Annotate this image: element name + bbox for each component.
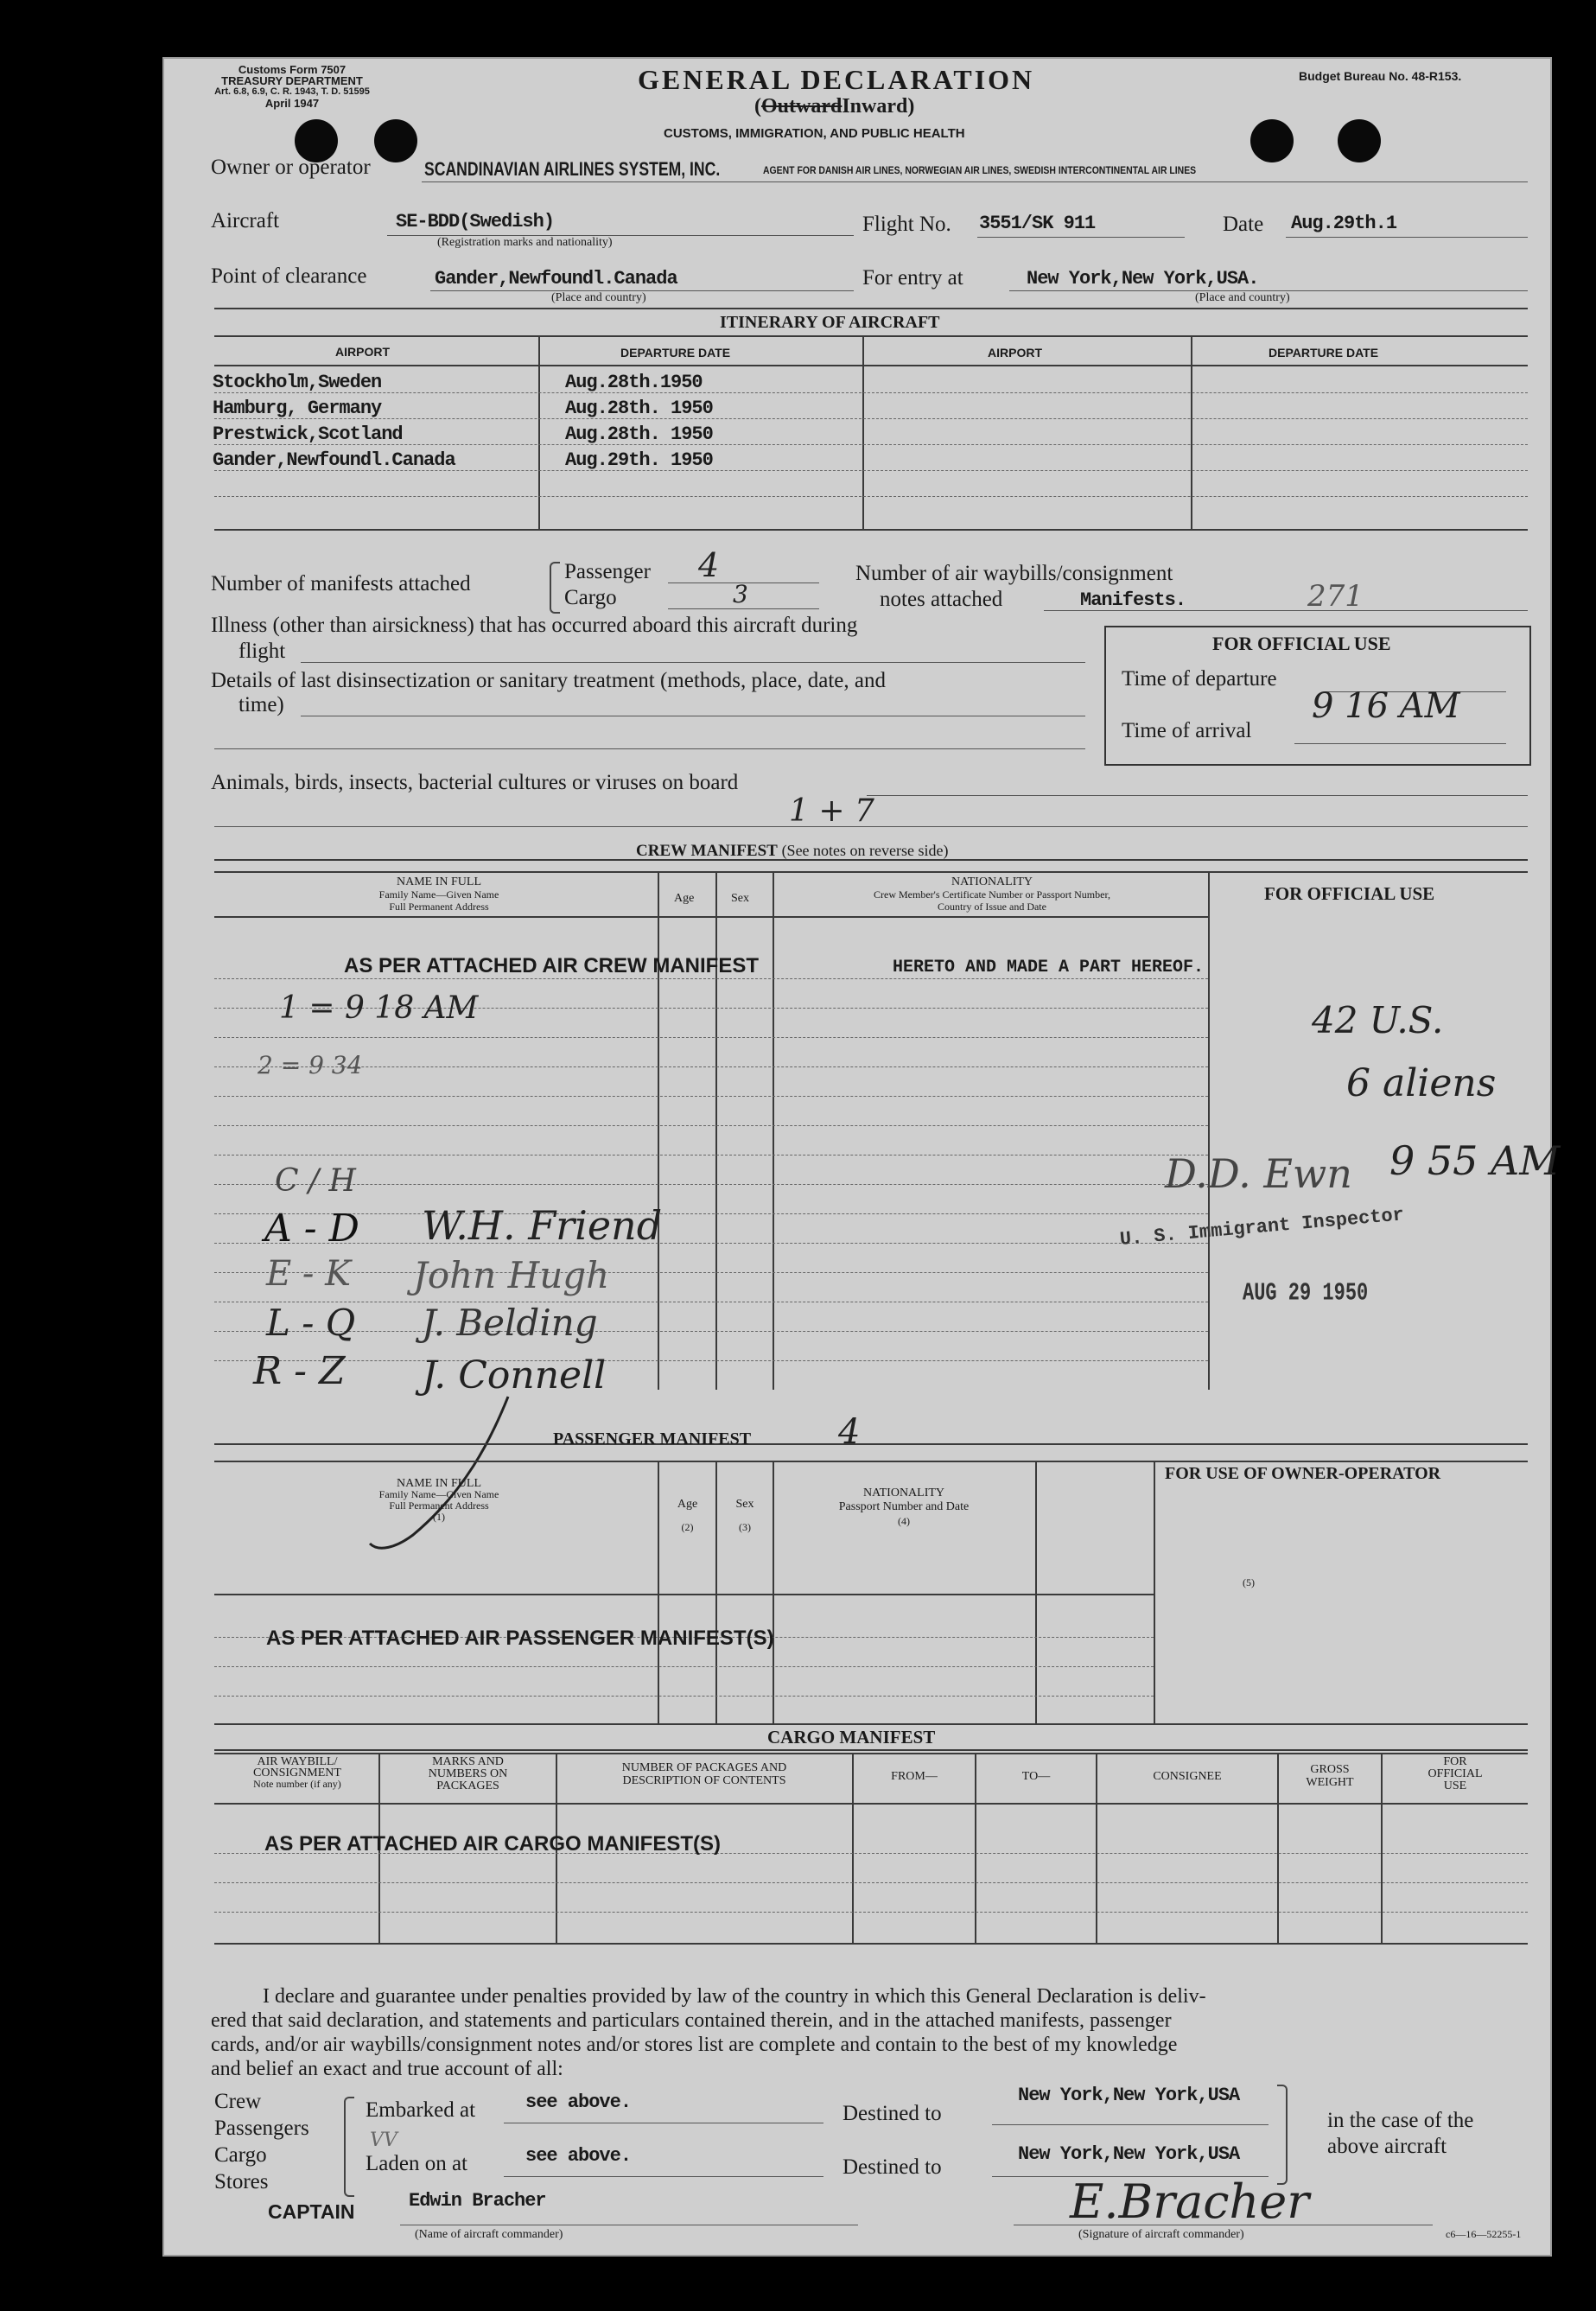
declaration-line: ered that said declaration, and statements and particulars contained therein, and in the attached manifests, passenger: [211, 2009, 1172, 2032]
aircraft-label: Aircraft: [211, 209, 280, 232]
passenger-header-nationality: [774, 1487, 1033, 1528]
cargo-header-waybill: [216, 1756, 378, 1790]
cargo-header-packages-2: DESCRIPTION OF CONTENTS: [622, 1774, 786, 1787]
captain-signature: E.Bracher: [1070, 2174, 1310, 2229]
declaration-hand-mark: VV: [370, 2130, 397, 2151]
crew-hand-note: 1 = 9 18 AM: [279, 990, 479, 1026]
entry-caption: (Place and country): [1195, 291, 1290, 304]
printer-mark: c6—16—52255-1: [1446, 2228, 1522, 2240]
crew-hand-note: 2 = 9 34: [258, 1051, 363, 1079]
operator-label: Owner or operator: [211, 156, 371, 179]
clearance-label: Point of clearance: [211, 264, 367, 288]
case-label-2: above aircraft: [1327, 2135, 1447, 2158]
entry-value: New York,New York,USA.: [1027, 268, 1259, 290]
clearance-caption: (Place and country): [551, 291, 646, 304]
department: TREASURY DEPARTMENT: [221, 74, 363, 87]
arrival-time-label: Time of arrival: [1122, 719, 1252, 742]
crew-header-name-2: Family Name—Given Name: [378, 888, 499, 901]
crew-header-sex: Sex: [731, 892, 749, 905]
passenger-count: 4: [698, 546, 720, 584]
flight-value: 3551/SK 911: [979, 213, 1096, 234]
destined-value-1: New York,New York,USA: [1018, 2085, 1240, 2106]
date-value: Aug.29th.1: [1291, 213, 1397, 234]
captain-name: Edwin Bracher: [409, 2190, 546, 2212]
declaration-text: [211, 1984, 1531, 2081]
crew-hand-note: R - Z: [253, 1349, 346, 1393]
itinerary-row: Hamburg, Germany: [213, 398, 382, 419]
direction-struck: Outward: [761, 95, 843, 118]
crew-signature: J. Belding: [422, 1302, 598, 1344]
animals-label: Animals, birds, insects, bacterial cultures or viruses on board: [211, 771, 739, 794]
crew-signature: W.H. Friend: [422, 1202, 663, 1249]
disinsect-label-2: time): [238, 693, 284, 716]
cargo-header-waybill-2: CONSIGNMENT: [253, 1767, 341, 1779]
page-title: GENERAL DECLARATION: [638, 64, 1035, 95]
illness-label: Illness (other than airsickness) that has occurred aboard this aircraft during: [211, 614, 858, 637]
itinerary-header-date-2: DEPARTURE DATE: [1269, 346, 1379, 360]
cargo-label: Cargo: [564, 586, 617, 609]
aircraft-caption: (Registration marks and nationality): [437, 236, 613, 249]
official-hand-note: 6 aliens: [1346, 1061, 1497, 1105]
date-label: Date: [1223, 213, 1264, 236]
disinsect-label: Details of last disinsectization or sanitary treatment (methods, place, date, and: [211, 669, 886, 692]
passenger-header-age-2: (2): [681, 1521, 694, 1533]
manifests-label: Number of manifests attached: [211, 572, 471, 595]
passenger-title: PASSENGER MANIFEST: [553, 1429, 752, 1448]
direction-line: (OutwardInward): [754, 95, 915, 118]
declaration-line: I declare and guarantee under penalties provided by law of the country in which this General Declaration is deliv-: [263, 1985, 1206, 2008]
official-hand-note: D.D. Ewn: [1165, 1150, 1352, 1197]
itinerary-row: Aug.29th. 1950: [565, 449, 713, 471]
budget-bureau: Budget Bureau No. 48-R153.: [1299, 69, 1462, 83]
crew-header-name-1: NAME IN FULL: [397, 875, 481, 888]
crew-hand-note: A - D: [264, 1206, 359, 1251]
cargo-header-weight: [1279, 1763, 1381, 1789]
cargo-header-weight-1: GROSS: [1310, 1763, 1350, 1776]
itinerary-row: Aug.28th. 1950: [565, 398, 713, 419]
direction: Inward: [842, 95, 908, 118]
cargo-header-marks-3: PACKAGES: [436, 1779, 499, 1792]
declaration-item: Stores: [214, 2170, 269, 2193]
passenger-header-col5: (5): [1243, 1576, 1255, 1588]
clearance-value: Gander,Newfoundl.Canada: [435, 268, 677, 290]
passenger-header-nat-3: (4): [898, 1515, 910, 1527]
cargo-header-from: [854, 1770, 975, 1784]
crew-attached-note: AS PER ATTACHED AIR CREW MANIFEST: [344, 954, 759, 977]
destined-label-1: Destined to: [843, 2102, 942, 2125]
operator-agent: AGENT FOR DANISH AIR LINES, NORWEGIAN AIR LINES, SWEDISH INTERCONTINENTAL AIR LINES: [763, 164, 1197, 176]
passenger-label: Passenger: [564, 560, 651, 583]
flight-label: Flight No.: [862, 213, 951, 236]
crew-note: (See notes on reverse side): [781, 842, 949, 859]
cargo-header-consignee: [1097, 1770, 1277, 1784]
crew-header-nationality: [776, 876, 1208, 913]
crew-header-age: Age: [674, 892, 695, 905]
destined-label-2: Destined to: [843, 2155, 942, 2179]
crew-signature: J. Connell: [422, 1353, 607, 1397]
cargo-attached-note: AS PER ATTACHED AIR CARGO MANIFEST(S): [264, 1832, 721, 1856]
crew-header-nat-2: Crew Member's Certificate Number or Passport Number,: [874, 888, 1110, 901]
crew-header-official: FOR OFFICIAL USE: [1264, 883, 1435, 904]
crew-header-name-3: Full Permanent Address: [389, 901, 489, 913]
departure-time-label: Time of departure: [1122, 667, 1277, 691]
passenger-title-count: 4: [838, 1412, 861, 1452]
crew-signature: John Hugh: [413, 1254, 610, 1296]
aircraft-value: SE-BDD(Swedish): [396, 211, 555, 232]
cargo-header-consignee-1: CONSIGNEE: [1153, 1770, 1222, 1783]
passenger-attached-note: AS PER ATTACHED AIR PASSENGER MANIFEST(S): [266, 1627, 774, 1650]
passenger-header-name: [232, 1478, 646, 1523]
cargo-title: CARGO MANIFEST: [767, 1727, 936, 1748]
waybills-label-2: notes attached: [880, 588, 1003, 611]
declaration-item: Cargo: [214, 2143, 267, 2167]
declaration-line: cards, and/or air waybills/consignment notes and/or stores list are complete and contain to the best of my knowledge: [211, 2034, 1178, 2056]
case-label-1: in the case of the: [1327, 2109, 1474, 2132]
cargo-header-packages-1: NUMBER OF PACKAGES AND: [621, 1761, 787, 1774]
declaration-line: and belief an exact and true account of all:: [211, 2058, 563, 2080]
form-number: Customs Form 7507: [238, 63, 347, 76]
animals-hand: 1 + 7: [789, 793, 874, 829]
itinerary-row: Aug.28th.1950: [565, 372, 703, 393]
immigrant-stamp: U. S. Immigrant Inspector: [1118, 1204, 1405, 1251]
cargo-header-waybill-1: AIR WAYBILL/: [257, 1755, 338, 1768]
punch-hole: [1250, 119, 1294, 162]
cargo-header-official-2: OFFICIAL: [1427, 1767, 1483, 1780]
operator-value: SCANDINAVIAN AIRLINES SYSTEM, INC.: [424, 158, 721, 180]
itinerary-row: Gander,Newfoundl.Canada: [213, 449, 455, 471]
punch-hole: [1338, 119, 1381, 162]
cargo-header-official-3: USE: [1443, 1779, 1467, 1792]
declaration-item: Passengers: [214, 2117, 309, 2140]
official-hand-note: 9 55 AM: [1389, 1137, 1561, 1184]
form-id-block: [206, 64, 378, 109]
passenger-header-name-3: Full Permanent Address: [389, 1499, 489, 1512]
cargo-header-to: [976, 1770, 1096, 1784]
cargo-header-marks-1: MARKS AND: [432, 1755, 504, 1768]
captain-signature-caption: (Signature of aircraft commander): [1078, 2228, 1244, 2241]
cargo-header-waybill-3: Note number (if any): [253, 1778, 341, 1790]
captain-label: CAPTAIN: [268, 2200, 355, 2223]
waybills-value: Manifests.: [1080, 589, 1186, 611]
passenger-header-name-4: (1): [433, 1511, 445, 1523]
laden-value: see above.: [525, 2145, 632, 2167]
crew-hand-note: E - K: [266, 1254, 352, 1294]
crew-header-name: [232, 876, 646, 913]
punch-hole: [374, 119, 417, 162]
captain-name-caption: (Name of aircraft commander): [415, 2228, 563, 2241]
official-use-title: FOR OFFICIAL USE: [1212, 633, 1391, 654]
crew-header-nat-1: NATIONALITY: [951, 875, 1033, 888]
immigrant-stamp-date: AUG 29 1950: [1243, 1279, 1369, 1308]
laden-label: Laden on at: [366, 2152, 468, 2175]
passenger-header-sex-2: (3): [739, 1521, 751, 1533]
passenger-header-nat-1: NATIONALITY: [862, 1487, 945, 1499]
passenger-header-age: [659, 1493, 715, 1538]
entry-label: For entry at: [862, 266, 963, 290]
crew-attached-suffix: HERETO AND MADE A PART HEREOF.: [893, 958, 1205, 977]
crew-title-text: CREW MANIFEST: [636, 842, 778, 860]
itinerary-row: Aug.28th. 1950: [565, 423, 713, 445]
embarked-value: see above.: [525, 2091, 632, 2113]
waybills-count: 271: [1307, 579, 1364, 614]
crew-title: [636, 842, 949, 861]
passenger-header-owner: FOR USE OF OWNER-OPERATOR: [1165, 1464, 1441, 1483]
crew-header-nat-3: Country of Issue and Date: [938, 901, 1046, 913]
itinerary-header-airport: AIRPORT: [335, 345, 390, 359]
official-hand-note: 42 U.S.: [1312, 999, 1444, 1041]
cargo-header-weight-2: WEIGHT: [1306, 1776, 1354, 1789]
cargo-header-official-1: FOR: [1443, 1755, 1467, 1768]
cargo-header-from-1: FROM—: [891, 1770, 938, 1783]
passenger-header-sex: [717, 1493, 773, 1538]
passenger-header-name-2: Family Name—Given Name: [378, 1488, 499, 1500]
waybills-label: Number of air waybills/consignment: [855, 562, 1173, 585]
declaration-items: [214, 2088, 309, 2195]
regulation-ref: Art. 6.8, 6.9, C. R. 1943, T. D. 51595: [214, 86, 370, 97]
illness-label-2: flight: [238, 640, 286, 663]
itinerary-row: Stockholm,Sweden: [213, 372, 382, 393]
passenger-header-sex-1: Sex: [735, 1498, 754, 1511]
page-subtitle: CUSTOMS, IMMIGRATION, AND PUBLIC HEALTH: [664, 126, 965, 141]
passenger-header-nat-2: Passport Number and Date: [838, 1500, 970, 1513]
arrival-time-value: 9 16 AM: [1312, 686, 1460, 726]
embarked-label: Embarked at: [366, 2098, 476, 2122]
declaration-form: [162, 57, 1561, 2257]
cargo-header-official: [1383, 1756, 1528, 1792]
cargo-header-marks-2: NUMBERS ON: [428, 1767, 508, 1780]
itinerary-header-airport-2: AIRPORT: [988, 346, 1042, 360]
passenger-header-name-1: NAME IN FULL: [397, 1477, 481, 1490]
cargo-count: 3: [733, 580, 748, 608]
form-date: April 1947: [264, 97, 320, 110]
crew-hand-note: C / H: [275, 1163, 356, 1199]
itinerary-header-date: DEPARTURE DATE: [620, 346, 731, 360]
passenger-header-age-1: Age: [677, 1498, 698, 1511]
itinerary-title: ITINERARY OF AIRCRAFT: [720, 313, 940, 332]
cargo-header-marks: [380, 1756, 556, 1792]
itinerary-row: Prestwick,Scotland: [213, 423, 403, 445]
destined-value-2: New York,New York,USA: [1018, 2143, 1240, 2165]
crew-hand-note: L - Q: [266, 1302, 356, 1344]
cargo-header-to-1: TO—: [1021, 1770, 1051, 1783]
declaration-item: Crew: [214, 2090, 262, 2113]
cargo-header-packages: [557, 1761, 851, 1787]
signature-flourish: [335, 1388, 543, 1561]
